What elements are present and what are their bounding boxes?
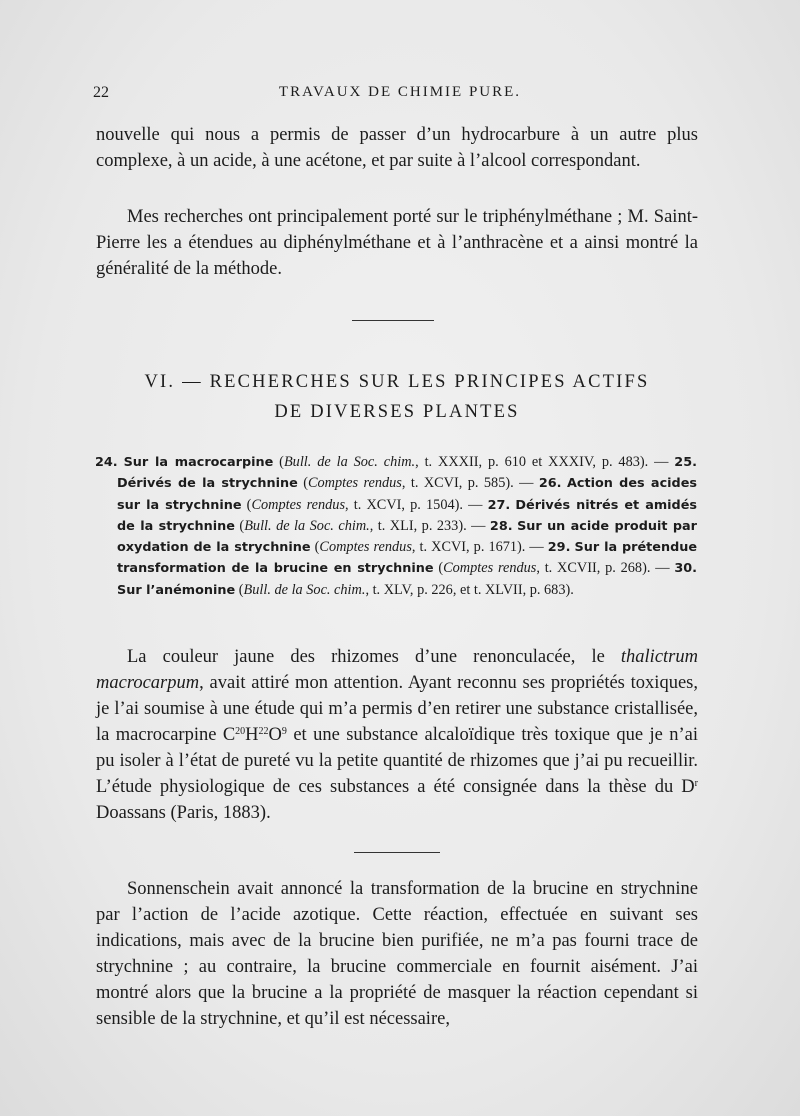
paragraph-brucine: Sonnenschein avait annoncé la transformation de la brucine en strychnine par l’action de l’acide azotique. Cette réaction, effectuée en suivant ses indications, mais avec de la brucine bien purifiée, ne m’a pas fourni trace de strychnine ; au contraire, la brucine commerciale en fournit aisément. J’ai montré alors que la brucine a la propriété de masquer la réaction cependant si sensible de la strychnine, et qu’il est nécessaire,	[96, 879, 698, 1029]
reference-item: 24. Sur la macrocarpine (Bull. de la Soc. chim., t. XXXII, p. 610 et XXXIV, p. 483).	[95, 454, 649, 470]
reference-item: 28. Sur un acide produit par oxydation de la strychnine (Comptes rendus, t. XCVI, p. 1671).	[117, 518, 697, 556]
reference-item: 26. Action des acides sur la strychnine (Comptes rendus, t. XCVI, p. 1504).	[117, 476, 697, 513]
section-title-line-1: VI. — RECHERCHES SUR LES PRINCIPES ACTIFS	[144, 372, 650, 392]
paragraph-macrocarpine: La couleur jaune des rhizomes d’une renonculacée, le thalictrum macrocarpum, avait attiré mon attention. Ayant reconnu ses propriétés toxiques, je l’ai soumise à une étude qui m’a permis d’en retirer une substance cristallisée, la macrocarpine $C^{20}H^{22}O^9$ et une substance alcaloïdique très toxique que je n’ai pu isoler à l’état de pureté vu la petite quantité de rhizomes que j’ai pu recueillir. L’étude physiologique de ces substances a été consignée dans la thèse du $D^r$ Doassans (Paris, 1883).	[96, 647, 698, 823]
reference-item: 29. Sur la prétendue transformation de la brucine en strychnine (Comptes rendus, t. XCVII, p. 268).	[117, 540, 698, 577]
reference-item: 27. Dérivés nitrés et amidés de la strychnine (Bull. de la Soc. chim., t. XLI, p. 233).	[117, 497, 698, 534]
reference-list: 24. Sur la macrocarpine (Bull. de la Soc. chim., t. XXXII, p. 610 et XXXIV, p. 483). — 25. Dérivés de la strychnine (Comptes rendus, t. XCVI, p. 585). — 26. Action des acides sur la strychnine (Comptes rendus, t. XCVI, p. 1504). — 27. Dérivés nitrés et amidés de la strychnine (Bull. de la Soc. chim., t. XLI, p. 233). — 28. Sur un acide produit par oxydation de la strychnine (Comptes rendus, t. XCVI, p. 1671). — 29. Sur la prétendue transformation de la brucine en strychnine (Comptes rendus, t. XCVII, p. 268). — 30. Sur l’anémonine (Bull. de la Soc. chim., t. XLV, p. 226, et t. XLVII, p. 683).	[95, 454, 698, 598]
intro-paragraph-triphenylmethane: Mes recherches ont principalement porté sur le triphénylméthane ; M. Saint-Pierre les a étendues au diphénylméthane et à l’anthracène et a ainsi montré la généralité de la méthode.	[96, 207, 698, 279]
running-title: TRAVAUX DE CHIMIE PURE.	[278, 84, 522, 100]
section-title-line-2: DE DIVERSES PLANTES	[274, 402, 520, 422]
section-title	[96, 367, 698, 427]
divider-rule	[352, 320, 434, 321]
page-header	[0, 84, 800, 108]
intro-paragraph-continued: nouvelle qui nous a permis de passer d’un hydrocarbure à un autre plus complexe, à un acide, à une acétone, et par suite à l’alcool correspondant.	[96, 125, 698, 171]
divider-rule	[354, 852, 440, 853]
page-number: 22	[93, 84, 109, 101]
reference-item: 30. Sur l’anémonine (Bull. de la Soc. chim., t. XLV, p. 226, et t. XLVII, p. 683).	[117, 561, 697, 598]
reference-item: 25. Dérivés de la strychnine (Comptes rendus, t. XCVI, p. 585).	[117, 455, 697, 492]
